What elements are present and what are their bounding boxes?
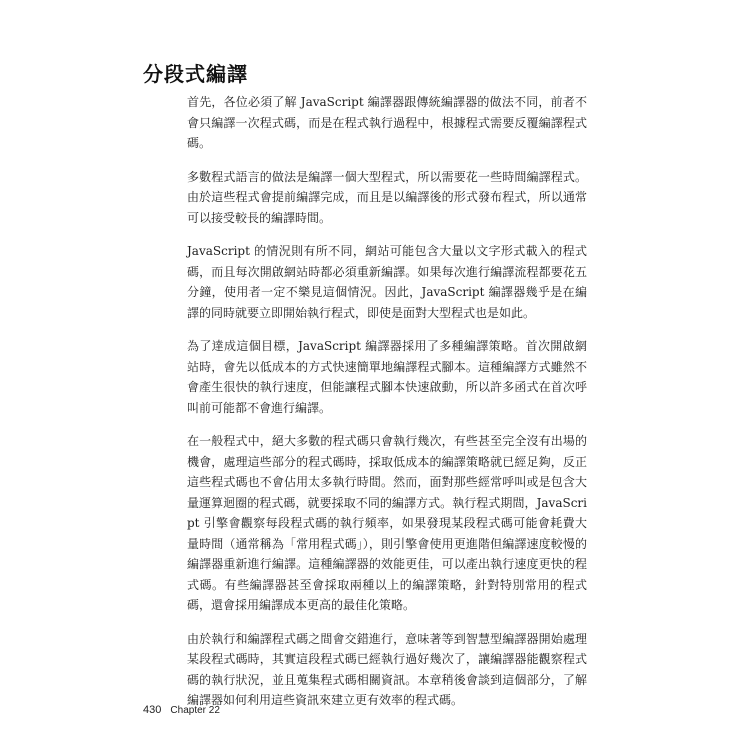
page-number: 430 xyxy=(143,704,162,716)
paragraph: 首先，各位必須了解 JavaScript 編譯器跟傳統編譯器的做法不同，前者不會只編譯一次程式碼，而是在程式執行過程中，根據程式需要反覆編譯程式碼。 xyxy=(187,95,587,150)
chapter-label: Chapter 22 xyxy=(170,705,220,716)
page-footer xyxy=(143,704,220,716)
paragraph: 為了達成這個目標，JavaScript 編譯器採用了多種編譯策略。首次開啟網站時，會先以低成本的方式快速簡單地編譯程式腳本。這種編譯方式雖然不會產生很快的執行速度，但能讓程式腳本快速啟動，所以許多函式在首次呼叫前可能都不會進行編譯。 xyxy=(187,339,587,415)
paragraph: 由於執行和編譯程式碼之間會交錯進行，意味著等到智慧型編譯器開始處理某段程式碼時，其實這段程式碼已經執行過好幾次了，讓編譯器能觀察程式碼的執行狀況，並且蒐集程式碼相關資訊。本章稍後會談到這個部分，了解編譯器如何利用這些資訊來建立更有效率的程式碼。 xyxy=(187,631,587,707)
body-text xyxy=(187,92,587,724)
paragraph: JavaScript 的情況則有所不同，網站可能包含大量以文字形式載入的程式碼，而且每次開啟網站時都必須重新編譯。如果每次進行編譯流程都要花五分鐘，使用者一定不樂見這個情況。因此，JavaScript 編譯器幾乎是在編譯的同時就要立即開始執行程式，即使是面對大型程式也是如此。 xyxy=(187,244,587,320)
paragraph: 多數程式語言的做法是編譯一個大型程式，所以需要花一些時間編譯程式。由於這些程式會提前編譯完成，而且是以編譯後的形式發布程式，所以通常可以接受較長的編譯時間。 xyxy=(187,169,587,225)
paragraph: 在一般程式中，絕大多數的程式碼只會執行幾次，有些甚至完全沒有出場的機會，處理這些部分的程式碼時，採取低成本的編譯策略就已經足夠，反正這些程式碼也不會佔用太多執行時間。然而，面對那些經常呼叫或是包含大量運算迴圈的程式碼，就要採取不同的編譯方式。執行程式期間，JavaScript 引擎會觀察每段程式碼的執行頻率，如果發現某段程式碼可能會耗費大量時間（通常稱為「常用程式碼」），則引擎會使用更進階但編譯速度較慢的編譯器重新進行編譯。這種編譯器的效能更佳，可以產出執行速度更快的程式碼。有些編譯器甚至會採取兩種以上的編譯策略，針對特別常用的程式碼，還會採用編譯成本更高的最佳化策略。 xyxy=(187,434,587,612)
section-heading: 分段式編譯 xyxy=(143,62,248,86)
